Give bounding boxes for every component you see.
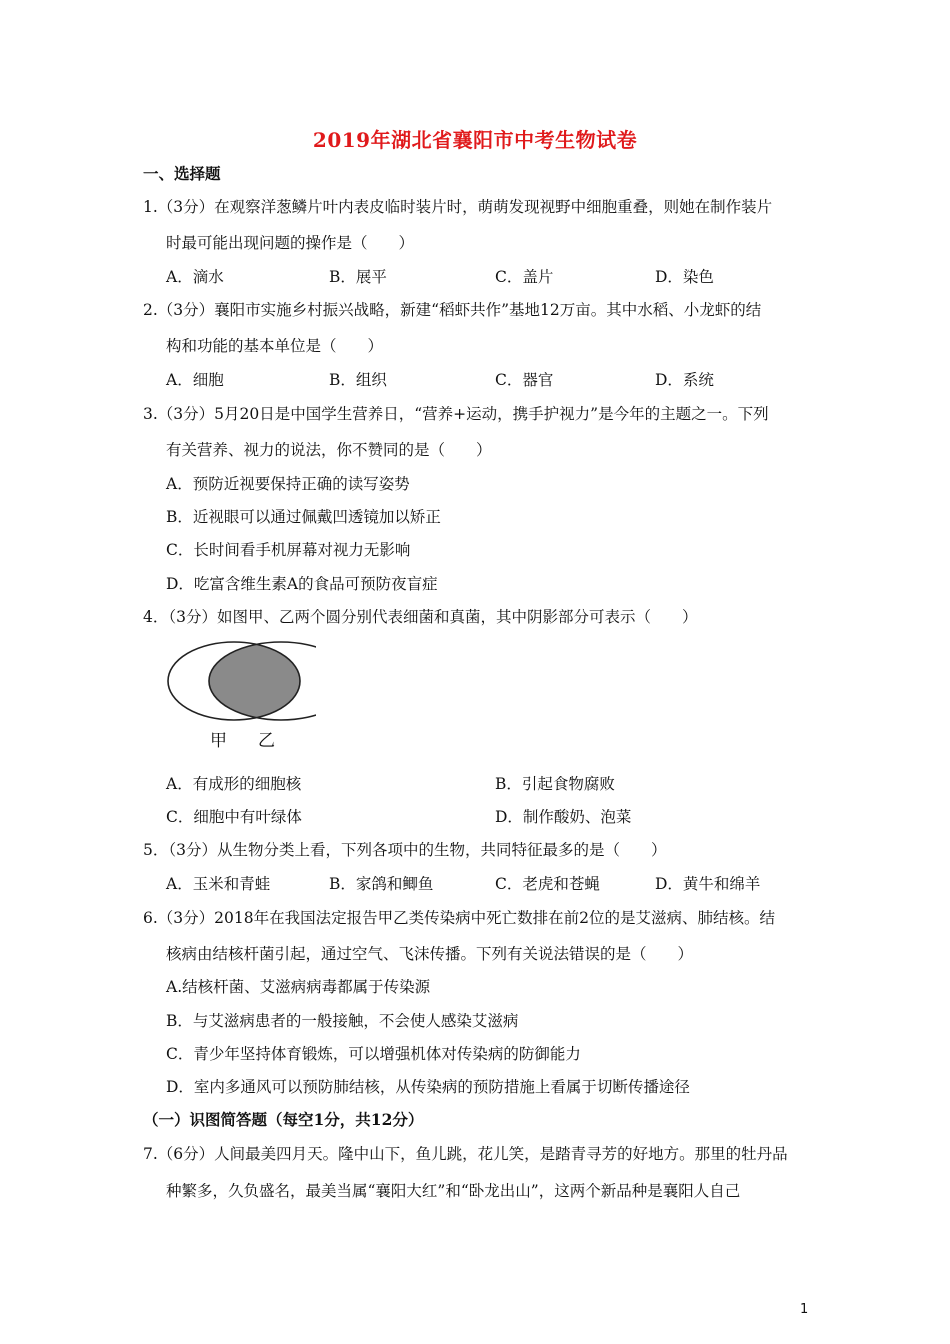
question-7-line-1: 7.（6分）人间最美四月天。隆中山下，鱼儿跳，花儿笑，是踏青寻芳的好地方。那里的牡丹品 <box>143 1145 788 1163</box>
question-1-option-d: D．染色 <box>655 268 714 286</box>
page-number: 1 <box>800 1302 809 1317</box>
question-6-option-c: C．青少年坚持体育锻炼，可以增强机体对传染病的防御能力 <box>166 1045 581 1063</box>
label-jia: 甲 <box>210 731 227 751</box>
question-2-option-d: D．系统 <box>655 371 714 389</box>
question-2-option-c: C．器官 <box>495 371 554 389</box>
question-6-option-a: A.结核杆菌、艾滋病病毒都属于传染源 <box>166 978 431 996</box>
question-6-line-1: 6.（3分）2018年在我国法定报告甲乙类传染病中死亡数排在前2位的是艾滋病、肺结核。结 <box>143 909 775 927</box>
question-3-option-a: A．预防近视要保持正确的读写姿势 <box>166 475 410 493</box>
question-6-line-2: 核病由结核杆菌引起，通过空气、飞沫传播。下列有关说法错误的是（ ） <box>166 945 694 963</box>
question-6-option-d: D．室内多通风可以预防肺结核，从传染病的预防措施上看属于切断传播途径 <box>166 1078 690 1096</box>
question-3-line-1: 3.（3分）5月20日是中国学生营养日，“营养+运动，携手护视力”是今年的主题之一。下列 <box>143 405 769 423</box>
question-3-option-c: C．长时间看手机屏幕对视力无影响 <box>166 541 411 559</box>
question-3-option-d: D．吃富含维生素A的食品可预防夜盲症 <box>166 575 438 593</box>
question-2-line-1: 2.（3分）襄阳市实施乡村振兴战略，新建“稻虾共作”基地12万亩。其中水稻、小龙虾的结 <box>143 301 762 319</box>
question-5-option-a: A．玉米和青蛙 <box>166 875 271 893</box>
question-4-option-c: C．细胞中有叶绿体 <box>166 808 302 826</box>
question-5-option-c: C．老虎和苍蝇 <box>495 875 600 893</box>
question-4-option-a: A．有成形的细胞核 <box>166 775 302 793</box>
label-yi: 乙 <box>258 731 275 751</box>
question-4-option-d: D．制作酸奶、泡菜 <box>495 808 632 826</box>
question-3-line-2: 有关营养、视力的说法，你不赞同的是（ ） <box>166 441 492 459</box>
question-2-line-2: 构和功能的基本单位是（ ） <box>166 337 384 355</box>
question-7-line-2: 种繁多，久负盛名，最美当属“襄阳大红”和“卧龙出山”，这两个新品种是襄阳人自己 <box>166 1182 741 1200</box>
question-5-option-b: B．家鸽和鲫鱼 <box>329 875 434 893</box>
question-2-option-a: A．细胞 <box>166 371 224 389</box>
question-2-option-b: B．组织 <box>329 371 387 389</box>
question-1-line-2: 时最可能出现问题的操作是（ ） <box>166 234 415 252</box>
question-1-line-1: 1.（3分）在观察洋葱鳞片叶内表皮临时装片时，萌萌发现视野中细胞重叠，则她在制作装片 <box>143 198 773 216</box>
question-1-option-b: B．展平 <box>329 268 387 286</box>
question-3-option-b: B．近视眼可以通过佩戴凹透镜加以矫正 <box>166 508 441 526</box>
question-1-option-c: C．盖片 <box>495 268 554 286</box>
section-heading-choice: 一、选择题 <box>143 164 221 183</box>
question-5-line-1: 5．（3分）从生物分类上看，下列各项中的生物，共同特征最多的是（ ） <box>143 841 667 859</box>
exam-title: 2019年湖北省襄阳市中考生物试卷 <box>312 128 638 152</box>
question-4-line-1: 4．（3分）如图甲、乙两个圆分别代表细菌和真菌，其中阴影部分可表示（ ） <box>143 608 698 626</box>
section-heading-diagram-questions: （一）识图简答题（每空1分，共12分） <box>143 1110 424 1129</box>
question-4-option-b: B．引起食物腐败 <box>495 775 615 793</box>
venn-diagram <box>166 640 316 755</box>
question-5-option-d: D．黄牛和绵羊 <box>655 875 761 893</box>
question-1-option-a: A．滴水 <box>166 268 224 286</box>
question-6-option-b: B．与艾滋病患者的一般接触，不会使人感染艾滋病 <box>166 1012 519 1030</box>
